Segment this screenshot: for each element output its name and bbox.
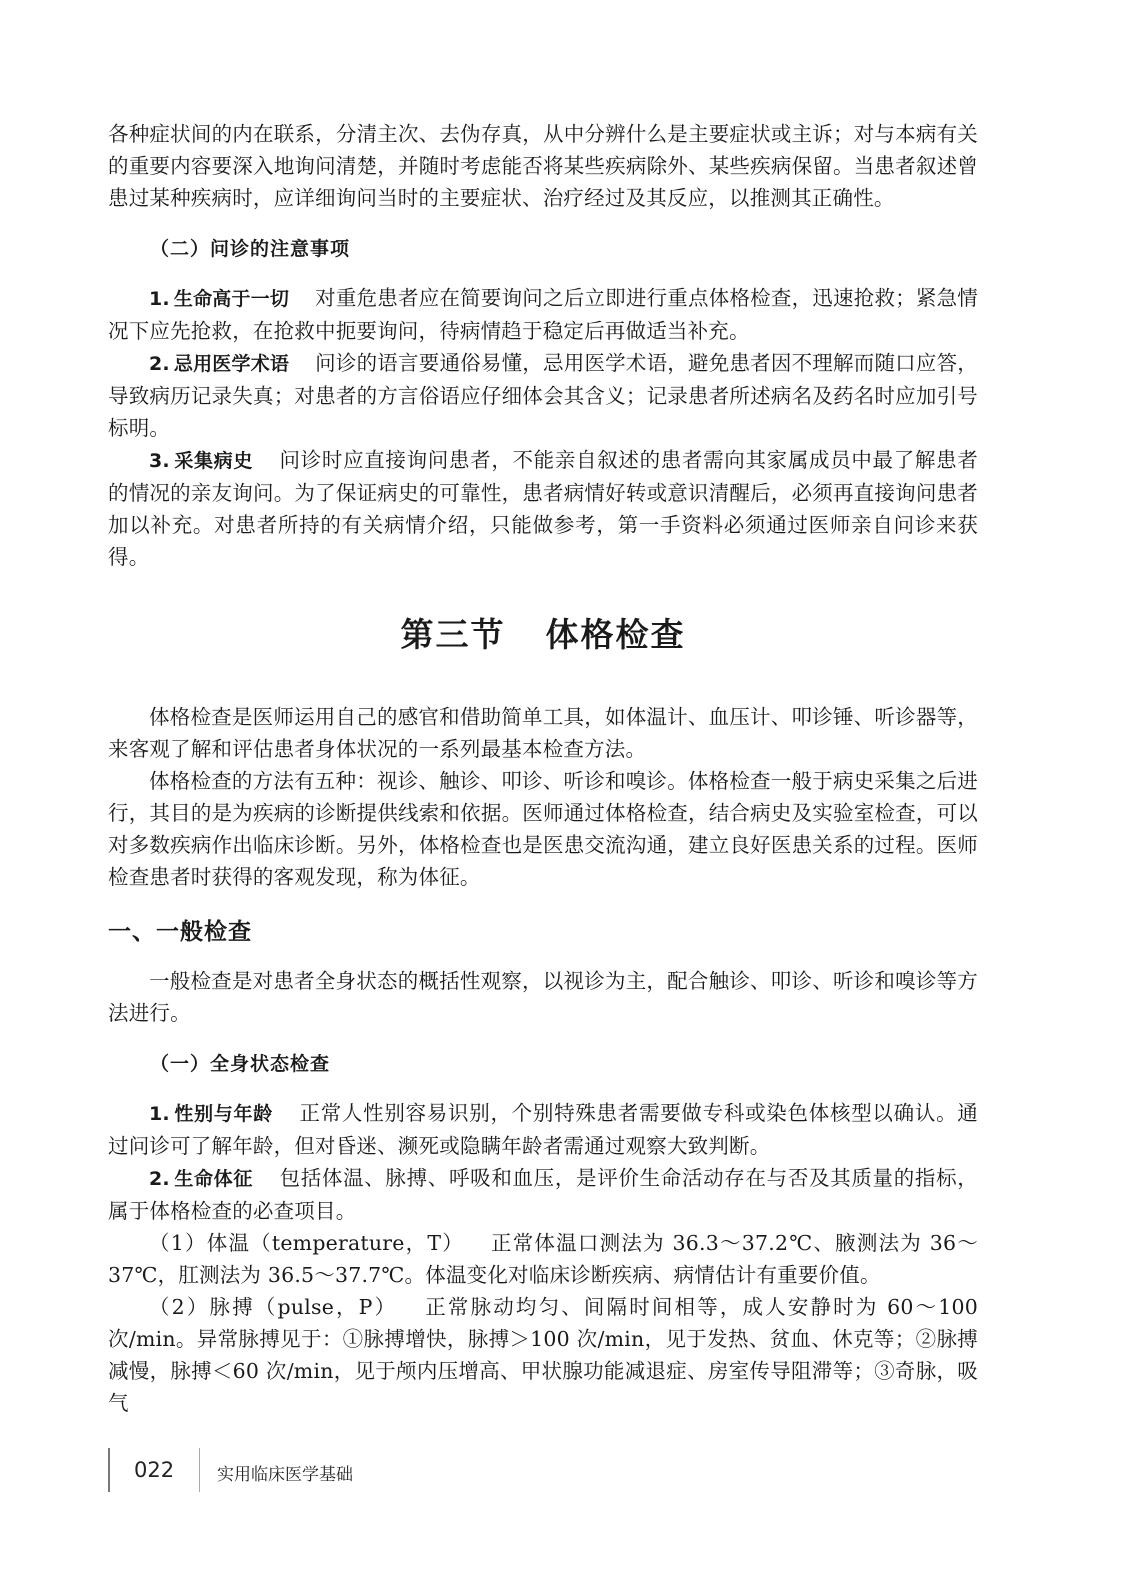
item-text: 问诊时应直接询问患者，不能亲自叙述的患者需向其家属成员中最了解患者的情况的亲友询问。为了保证病史的可靠性，患者病情好转或意识清醒后，必须再直接询问患者加以补充。对患者所持的有关病情介绍，只能做参考，第一手资料必须通过医师亲自问诊来获得。 [108,448,978,569]
item-number: 3. [149,450,170,472]
vital-temperature [108,1227,978,1291]
top-paragraph: 各种症状间的内在联系，分清主次、去伪存真，从中分辨什么是主要症状或主诉；对与本病有关的重要内容要深入地询问清楚，并随时考虑能否将某些疾病除外、某些疾病保留。当患者叙述曾患过某种疾病时，应详细询问当时的主要症状、治疗经过及其反应，以推测其正确性。 [108,122,978,210]
item-number: 1. [149,288,170,310]
page-number: 022 [134,1458,175,1482]
item-title: 生命高于一切 [173,288,290,310]
item-text: 正常人性别容易识别，个别特殊患者需要做专科或染色体核型以确认。通过问诊可了解年龄，但对昏迷、濒死或隐瞒年龄者需通过观察大致判断。 [108,1101,978,1158]
item-title: 忌用医学术语 [173,353,290,375]
section-paragraph-2: 体格检查的方法有五种：视诊、触诊、叩诊、听诊和嗅诊。体格检查一般于病史采集之后进行，其目的是为疾病的诊断提供线索和依据。医师通过体格检查，结合病史及实验室检查，可以对多数疾病作出临床诊断。另外，体格检查也是医患交流沟通，建立良好医患关系的过程。医师检查患者时获得的客观发现，称为体征。 [108,769,978,889]
notice-item-2 [108,347,978,444]
footer-divider [108,1448,110,1492]
vital-text: 正常体温口测法为 36.3～37.2℃、腋测法为 36～37℃，肛测法为 36.5～37.7℃。体温变化对临床诊断疾病、病情估计有重要价值。 [108,1231,978,1287]
item-title: 采集病史 [173,450,254,472]
vital-label: （1）体温（temperature，T） [149,1231,464,1255]
notice-item-3 [108,444,978,573]
general-sub-heading: （一）全身状态检查 [150,1053,331,1075]
general-intro: 一般检查是对患者全身状态的概括性观察，以视诊为主，配合触诊、叩诊、听诊和嗅诊等方法进行。 [108,969,978,1025]
item-number: 2. [149,1168,170,1190]
section-paragraph-1: 体格检查是医师运用自己的感官和借助简单工具，如体温计、血压计、叩诊锤、听诊器等，来客观了解和评估患者身体状况的一系列最基本检查方法。 [108,705,978,761]
item-text: 对重危患者应在简要询问之后立即进行重点体格检查，迅速抢救；紧急情况下应先抢救，在抢救中扼要询问，待病情趋于稳定后再做适当补充。 [108,286,979,343]
notice-heading: （二）问诊的注意事项 [150,238,351,260]
item-title: 性别与年龄 [173,1103,273,1125]
item-number: 1. [149,1103,170,1125]
item-text: 问诊的语言要通俗易懂，忌用医学术语，避免患者因不理解而随口应答，导致病历记录失真；对患者的方言俗语应仔细体会其含义；记录患者所述病名及药名时应加引号标明。 [108,351,979,440]
vital-text: 正常脉动均匀、间隔时间相等，成人安静时为 60～100 次/min。异常脉搏见于：①脉搏增快，脉搏＞100 次/min，见于发热、贫血、休克等；②脉搏减慢，脉搏＜60 次/min，见于颅内压增高、甲状腺功能减退症、房室传导阻滞等；③奇脉，吸气 [108,1295,978,1415]
vital-label: （2）脉搏（pulse，P） [149,1295,398,1319]
item-title: 生命体征 [173,1168,254,1190]
notice-item-1 [108,282,978,347]
item-number: 2. [149,353,170,375]
section-number: 第三节 [400,615,506,654]
general-item-1 [108,1097,978,1162]
general-heading: 一、一般检查 [108,919,252,945]
section-name: 体格检查 [545,615,686,654]
general-item-2 [108,1162,978,1227]
book-title: 实用临床医学基础 [217,1465,353,1485]
footer-divider [199,1448,200,1492]
item-text: 包括体温、脉搏、呼吸和血压，是评价生命活动存在与否及其质量的指标，属于体格检查的必查项目。 [108,1166,978,1223]
section-title [108,613,978,657]
page-body [108,118,978,1419]
vital-pulse [108,1291,978,1419]
